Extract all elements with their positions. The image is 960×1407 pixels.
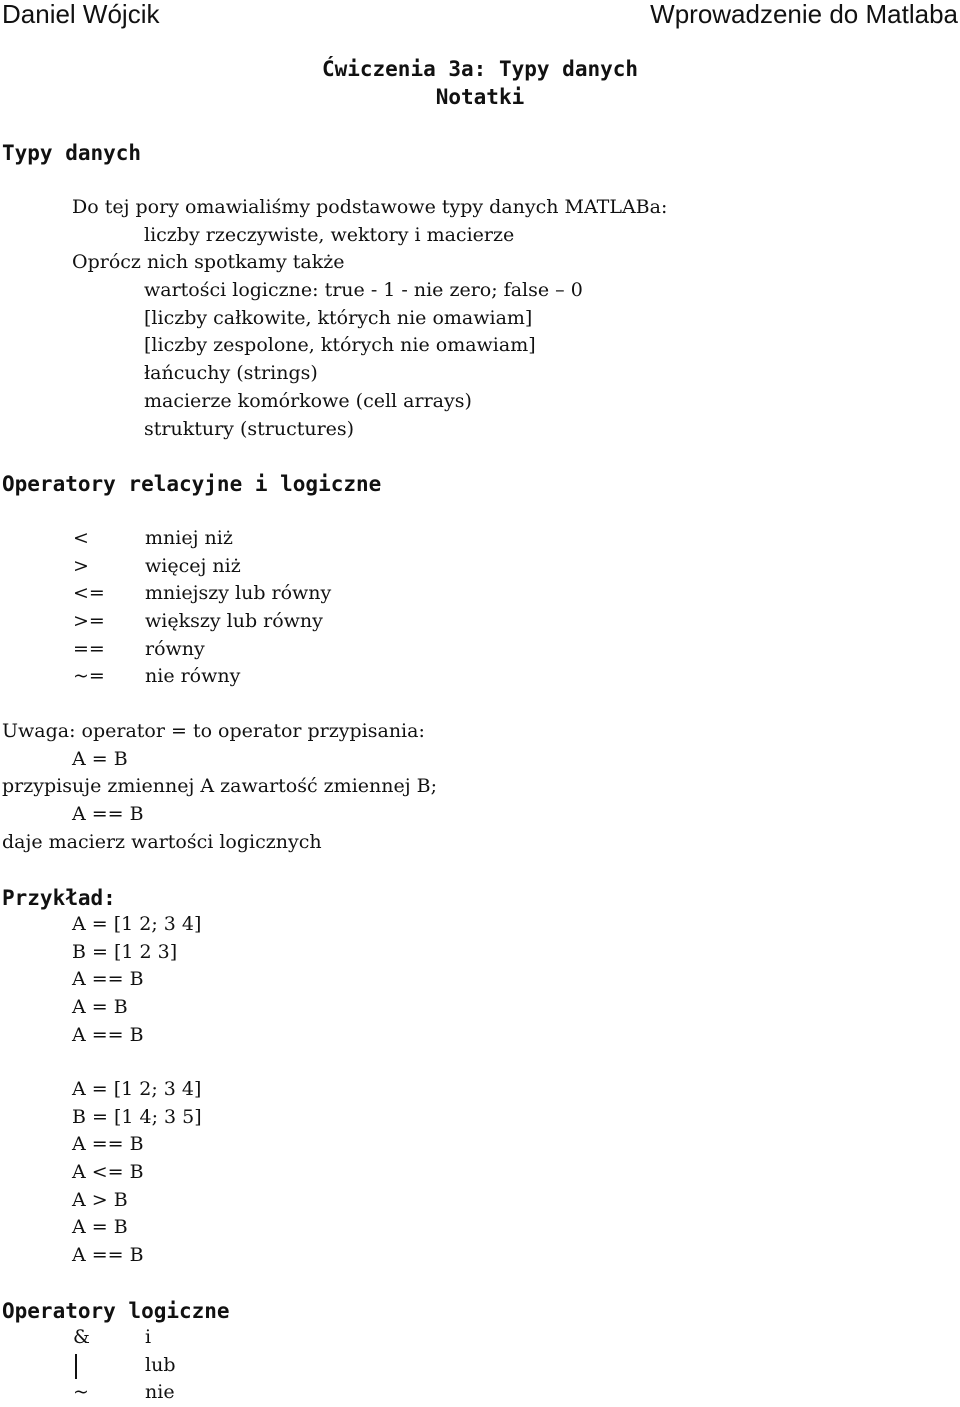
operator-symbol: ~= bbox=[73, 665, 105, 688]
code-line: A == B bbox=[72, 1244, 144, 1267]
operator-symbol: < bbox=[73, 527, 89, 549]
text-line: macierze komórkowe (cell arrays) bbox=[144, 389, 472, 412]
example-code-block-1 bbox=[0, 911, 201, 1049]
operator-symbol: == bbox=[73, 637, 105, 660]
note-text: Uwaga: operator = to operator przypisania: bbox=[2, 720, 425, 742]
operator-symbol: & bbox=[73, 1326, 90, 1348]
section-heading-relational-operators: Operatory relacyjne i logiczne bbox=[2, 472, 382, 496]
code-line: A = [1 2; 3 4] bbox=[72, 913, 202, 935]
text-line: [liczby zespolone, których nie omawiam] bbox=[144, 334, 536, 357]
code-line: B = [1 4; 3 5] bbox=[72, 1105, 202, 1128]
operator-description: nie bbox=[145, 1381, 175, 1404]
code-line: A = B bbox=[72, 747, 128, 770]
code-line: A == B bbox=[72, 803, 144, 826]
document-title: Ćwiczenia 3a: Typy danych bbox=[321, 57, 639, 81]
section-heading-example: Przykład: bbox=[2, 886, 116, 910]
operator-symbol: ~ bbox=[73, 1381, 89, 1404]
document-subtitle: Notatki bbox=[435, 85, 525, 109]
text-line: łańcuchy (strings) bbox=[144, 362, 318, 385]
text-line: [liczby całkowite, których nie omawiam] bbox=[144, 306, 533, 329]
operator-row bbox=[0, 1379, 600, 1407]
operator-description: większy lub równy bbox=[145, 610, 323, 633]
operator-description: równy bbox=[145, 637, 205, 660]
operator-row bbox=[0, 636, 600, 664]
operator-row bbox=[0, 1324, 600, 1352]
operator-description: i bbox=[145, 1326, 152, 1348]
operator-description: mniej niż bbox=[145, 527, 233, 549]
text-line: wartości logiczne: true - 1 - nie zero; false – 0 bbox=[144, 279, 583, 302]
relational-operators-table bbox=[0, 525, 600, 691]
header-course-title: Wprowadzenie do Matlaba bbox=[650, 0, 958, 29]
code-line: A = B bbox=[72, 1216, 128, 1239]
code-line: A > B bbox=[72, 1188, 128, 1211]
code-line: A == B bbox=[72, 1023, 144, 1046]
code-line: B = [1 2 3] bbox=[72, 940, 178, 963]
code-line: A = B bbox=[72, 996, 128, 1019]
data-types-list bbox=[0, 194, 667, 443]
operator-description: więcej niż bbox=[145, 554, 241, 577]
example-code-block-2 bbox=[0, 1076, 202, 1270]
text-line: Oprócz nich spotkamy także bbox=[72, 251, 345, 274]
code-line: A = [1 2; 3 4] bbox=[72, 1078, 202, 1100]
note-text: przypisuje zmiennej A zawartość zmiennej B; bbox=[2, 775, 438, 798]
text-line: Do tej pory omawialiśmy podstawowe typy danych MATLABa: bbox=[72, 196, 668, 218]
text-line: liczby rzeczywiste, wektory i macierze bbox=[144, 223, 515, 246]
code-line: A == B bbox=[72, 968, 144, 991]
operator-row bbox=[0, 580, 600, 608]
section-heading-logical-operators: Operatory logiczne bbox=[2, 1299, 230, 1323]
operator-description: lub bbox=[145, 1353, 176, 1376]
operator-row bbox=[0, 525, 600, 553]
operator-symbol: >= bbox=[73, 610, 105, 633]
logical-operators-table bbox=[0, 1324, 600, 1407]
pipe-operator-glyph bbox=[75, 1354, 77, 1379]
assignment-note bbox=[0, 718, 437, 856]
code-line: A == B bbox=[72, 1133, 144, 1156]
code-line: A <= B bbox=[72, 1161, 144, 1184]
operator-description: nie równy bbox=[145, 665, 241, 688]
operator-symbol: <= bbox=[73, 582, 105, 605]
operator-row bbox=[0, 1352, 600, 1380]
operator-description: mniejszy lub równy bbox=[145, 582, 332, 605]
section-heading-data-types: Typy danych bbox=[2, 141, 142, 165]
operator-row bbox=[0, 663, 600, 691]
header-author: Daniel Wójcik bbox=[2, 0, 160, 29]
operator-row bbox=[0, 553, 600, 581]
operator-row bbox=[0, 608, 600, 636]
text-line: struktury (structures) bbox=[144, 417, 355, 440]
note-text: daje macierz wartości logicznych bbox=[2, 830, 322, 853]
operator-symbol: > bbox=[73, 554, 89, 577]
